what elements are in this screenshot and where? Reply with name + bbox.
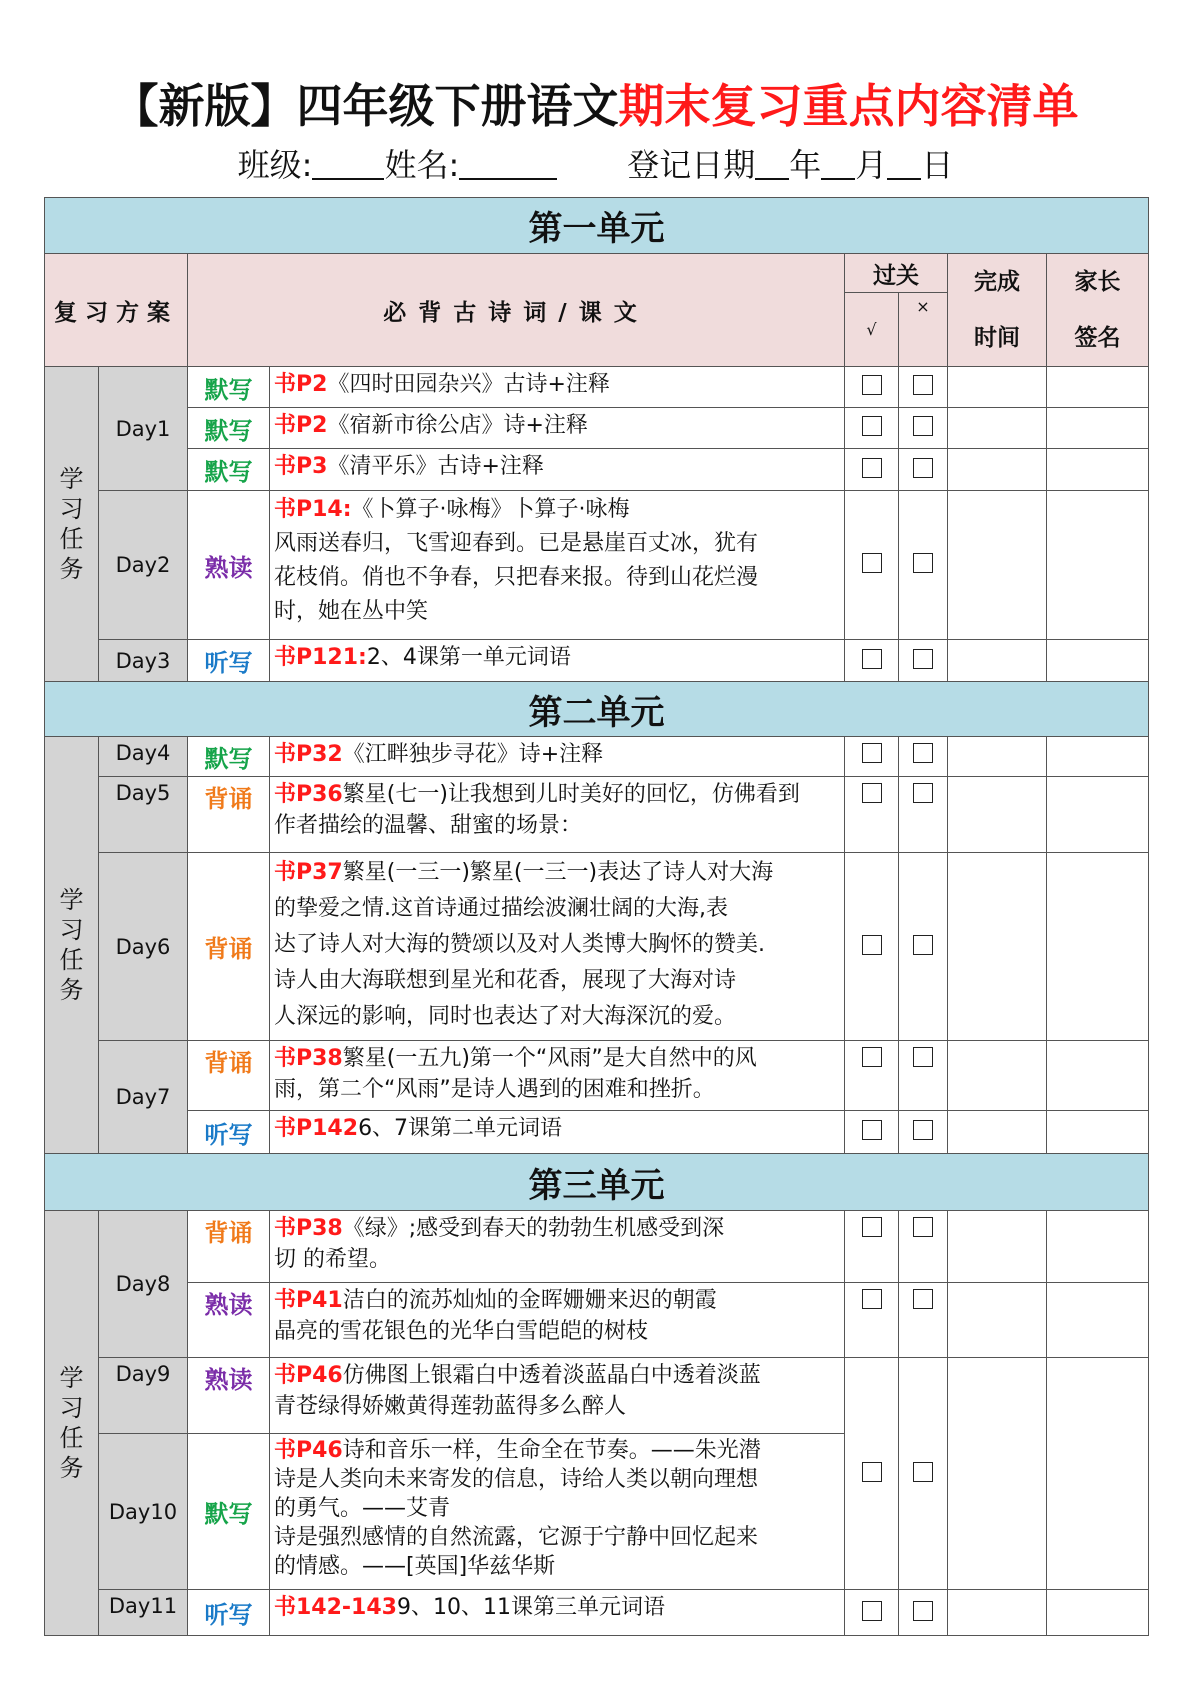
fail-checkbox[interactable] bbox=[899, 1211, 948, 1283]
finish-time-cell[interactable] bbox=[948, 640, 1047, 682]
fail-checkbox[interactable] bbox=[899, 1358, 948, 1590]
day-label: 日 bbox=[921, 146, 954, 184]
pass-checkbox[interactable] bbox=[845, 1590, 899, 1636]
task-label: 学习任务 bbox=[45, 1211, 99, 1636]
name-field[interactable] bbox=[459, 148, 557, 180]
content-cell: 书P38《绿》;感受到春天的勃勃生机感受到深 切 的希望。 bbox=[270, 1211, 845, 1283]
content-cell: 书P41洁白的流苏灿灿的金晖姗姗来迟的朝霞 晶亮的雪花银色的光华白雪皑皑的树枝 bbox=[270, 1283, 845, 1358]
class-label: 班级: bbox=[237, 146, 313, 184]
month-field[interactable] bbox=[821, 148, 855, 180]
action-label: 熟读 bbox=[188, 1283, 270, 1358]
parent-sign-cell[interactable] bbox=[1047, 1590, 1149, 1636]
finish-time-cell[interactable] bbox=[948, 1283, 1047, 1358]
day-label: Day9 bbox=[99, 1358, 188, 1434]
content-cell: 书P14:《卜算子·咏梅》卜算子·咏梅 风雨送春归，飞雪迎春到。已是悬崖百丈冰，犹有 花枝俏。俏也不争春，只把春来报。待到山花烂漫 时，她在丛中笑 bbox=[270, 491, 845, 640]
day-label: Day5 bbox=[99, 777, 188, 853]
table-row bbox=[45, 1590, 1149, 1636]
content-cell: 书P46诗和音乐一样，生命全在节奏。——朱光潜 诗是人类向未来寄发的信息，诗给人类以朝向理想 的勇气。——艾青 诗是强烈感情的自然流露，它源于宁静中回忆起来 的情感。——[英国]华兹华斯 bbox=[270, 1434, 845, 1590]
pass-checkbox[interactable] bbox=[845, 491, 899, 640]
finish-time-cell[interactable] bbox=[948, 737, 1047, 777]
content-cell: 书P36繁星(七一)让我想到儿时美好的回忆，仿佛看到 作者描绘的温馨、甜蜜的场景： bbox=[270, 777, 845, 853]
parent-sign-cell[interactable] bbox=[1047, 491, 1149, 640]
finish-time-cell[interactable] bbox=[948, 1041, 1047, 1111]
table-row bbox=[45, 1283, 1149, 1358]
fail-checkbox[interactable] bbox=[899, 367, 948, 408]
action-label: 默写 bbox=[188, 408, 270, 449]
unit-header bbox=[45, 682, 1149, 737]
finish-time-cell[interactable] bbox=[948, 408, 1047, 449]
unit-title: 第一单元 bbox=[45, 198, 1149, 254]
fail-checkbox[interactable] bbox=[899, 491, 948, 640]
pass-checkbox[interactable] bbox=[845, 1358, 899, 1590]
day-label: Day3 bbox=[99, 640, 188, 682]
action-label: 默写 bbox=[188, 449, 270, 491]
finish-time-cell[interactable] bbox=[948, 1590, 1047, 1636]
fail-checkbox[interactable] bbox=[899, 737, 948, 777]
day-label: Day7 bbox=[99, 1041, 188, 1154]
date-label: 登记日期 bbox=[627, 146, 756, 184]
parent-sign-cell[interactable] bbox=[1047, 1041, 1149, 1111]
action-label: 默写 bbox=[188, 367, 270, 408]
year-field[interactable] bbox=[755, 148, 789, 180]
table-row bbox=[45, 640, 1149, 682]
column-plan: 复习方案 bbox=[45, 254, 188, 367]
day-label: Day6 bbox=[99, 853, 188, 1041]
table-row bbox=[45, 1041, 1149, 1111]
table-row bbox=[45, 408, 1149, 449]
task-label: 学习任务 bbox=[45, 737, 99, 1154]
finish-time-cell[interactable] bbox=[948, 491, 1047, 640]
content-cell: 书P32《江畔独步寻花》诗+注释 bbox=[270, 737, 845, 777]
review-checklist-table bbox=[44, 197, 1149, 1636]
day-field[interactable] bbox=[887, 148, 921, 180]
parent-sign-cell[interactable] bbox=[1047, 1111, 1149, 1154]
parent-sign-cell[interactable] bbox=[1047, 737, 1149, 777]
name-label: 姓名: bbox=[384, 146, 460, 184]
column-pass: 过关 bbox=[845, 254, 948, 293]
action-label: 听写 bbox=[188, 1590, 270, 1636]
unit-title: 第二单元 bbox=[45, 682, 1149, 737]
content-cell: 书P46仿佛图上银霜白中透着淡蓝晶白中透着淡蓝 青苍绿得娇嫩黄得莲勃蓝得多么醉人 bbox=[270, 1358, 845, 1434]
unit-header bbox=[45, 198, 1149, 254]
action-label: 背诵 bbox=[188, 853, 270, 1041]
table-row bbox=[45, 777, 1149, 853]
pass-checkbox[interactable] bbox=[845, 1041, 899, 1111]
parent-sign-cell[interactable] bbox=[1047, 449, 1149, 491]
day-label: Day1 bbox=[99, 367, 188, 491]
action-label: 默写 bbox=[188, 737, 270, 777]
pass-checkbox[interactable] bbox=[845, 777, 899, 853]
content-cell: 书P38繁星(一五九)第一个“风雨”是大自然中的风 雨，第二个“风雨”是诗人遇到的困难和挫折。 bbox=[270, 1041, 845, 1111]
title-red: 期末复习重点内容清单 bbox=[618, 79, 1079, 133]
table-row bbox=[45, 491, 1149, 640]
action-label: 熟读 bbox=[188, 1358, 270, 1434]
finish-time-cell[interactable] bbox=[948, 777, 1047, 853]
table-row bbox=[45, 853, 1149, 1041]
fail-checkbox[interactable] bbox=[899, 408, 948, 449]
parent-sign-cell[interactable] bbox=[1047, 367, 1149, 408]
column-finish-time: 完成 时间 bbox=[948, 254, 1047, 367]
parent-sign-cell[interactable] bbox=[1047, 1358, 1149, 1590]
pass-checkbox[interactable] bbox=[845, 1111, 899, 1154]
content-cell: 书142-1439、10、11课第三单元词语 bbox=[270, 1590, 845, 1636]
content-cell: 书P1426、7课第二单元词语 bbox=[270, 1111, 845, 1154]
day-label: Day10 bbox=[99, 1434, 188, 1590]
finish-time-cell[interactable] bbox=[948, 853, 1047, 1041]
column-parent-sign: 家长 签名 bbox=[1047, 254, 1149, 367]
pass-checkbox[interactable] bbox=[845, 1283, 899, 1358]
pass-checkbox[interactable] bbox=[845, 640, 899, 682]
table-row bbox=[45, 1358, 1149, 1434]
parent-sign-cell[interactable] bbox=[1047, 853, 1149, 1041]
fail-checkbox[interactable] bbox=[899, 1590, 948, 1636]
pass-checkbox[interactable] bbox=[845, 449, 899, 491]
day-label: Day4 bbox=[99, 737, 188, 777]
pass-checkbox[interactable] bbox=[845, 737, 899, 777]
student-info-line bbox=[0, 140, 1191, 186]
action-label: 听写 bbox=[188, 640, 270, 682]
fail-checkbox[interactable] bbox=[899, 777, 948, 853]
check-mark-icon: √ bbox=[845, 293, 899, 367]
finish-time-cell[interactable] bbox=[948, 367, 1047, 408]
content-cell: 书P3《清平乐》古诗+注释 bbox=[270, 449, 845, 491]
content-cell: 书P2《宿新市徐公店》诗+注释 bbox=[270, 408, 845, 449]
month-label: 月 bbox=[855, 146, 888, 184]
year-label: 年 bbox=[789, 146, 822, 184]
day-label: Day11 bbox=[99, 1590, 188, 1636]
parent-sign-cell[interactable] bbox=[1047, 1283, 1149, 1358]
parent-sign-cell[interactable] bbox=[1047, 1211, 1149, 1283]
finish-time-cell[interactable] bbox=[948, 1211, 1047, 1283]
fail-checkbox[interactable] bbox=[899, 1283, 948, 1358]
unit-header bbox=[45, 1154, 1149, 1211]
fail-checkbox[interactable] bbox=[899, 1041, 948, 1111]
parent-sign-cell[interactable] bbox=[1047, 408, 1149, 449]
action-label: 听写 bbox=[188, 1111, 270, 1154]
title-black: 【新版】四年级下册语文 bbox=[112, 79, 619, 133]
pass-checkbox[interactable] bbox=[845, 367, 899, 408]
table-row bbox=[45, 449, 1149, 491]
pass-checkbox[interactable] bbox=[845, 1211, 899, 1283]
table-row bbox=[45, 1211, 1149, 1283]
action-label: 默写 bbox=[188, 1434, 270, 1590]
table-row bbox=[45, 737, 1149, 777]
parent-sign-cell[interactable] bbox=[1047, 640, 1149, 682]
table-row bbox=[45, 367, 1149, 408]
finish-time-cell[interactable] bbox=[948, 1111, 1047, 1154]
action-label: 背诵 bbox=[188, 777, 270, 853]
class-field[interactable] bbox=[312, 148, 384, 180]
action-label: 熟读 bbox=[188, 491, 270, 640]
fail-checkbox[interactable] bbox=[899, 853, 948, 1041]
column-header-row bbox=[45, 254, 1149, 293]
content-cell: 书P37繁星(一三一)繁星(一三一)表达了诗人对大海 的挚爱之情.这首诗通过描绘波澜壮阔的大海,表 达了诗人对大海的赞颂以及对人类博大胸怀的赞美. 诗人由大海联想到星光和花香，展现了大海对诗 人深远的影响，同时也表达了对大海深沉的爱。 bbox=[270, 853, 845, 1041]
pass-checkbox[interactable] bbox=[845, 408, 899, 449]
page-title bbox=[0, 70, 1191, 136]
fail-checkbox[interactable] bbox=[899, 449, 948, 491]
table-row bbox=[45, 1111, 1149, 1154]
finish-time-cell[interactable] bbox=[948, 449, 1047, 491]
parent-sign-cell[interactable] bbox=[1047, 777, 1149, 853]
fail-checkbox[interactable] bbox=[899, 1111, 948, 1154]
action-label: 背诵 bbox=[188, 1041, 270, 1111]
pass-checkbox[interactable] bbox=[845, 853, 899, 1041]
day-label: Day8 bbox=[99, 1211, 188, 1358]
column-must-recite: 必背古诗词/课文 bbox=[188, 254, 845, 367]
fail-checkbox[interactable] bbox=[899, 640, 948, 682]
content-cell: 书P121:2、4课第一单元词语 bbox=[270, 640, 845, 682]
unit-title: 第三单元 bbox=[45, 1154, 1149, 1211]
content-cell: 书P2《四时田园杂兴》古诗+注释 bbox=[270, 367, 845, 408]
action-label: 背诵 bbox=[188, 1211, 270, 1283]
cross-mark-icon: × bbox=[899, 293, 948, 367]
task-label: 学习任务 bbox=[45, 367, 99, 682]
day-label: Day2 bbox=[99, 491, 188, 640]
finish-time-cell[interactable] bbox=[948, 1358, 1047, 1590]
